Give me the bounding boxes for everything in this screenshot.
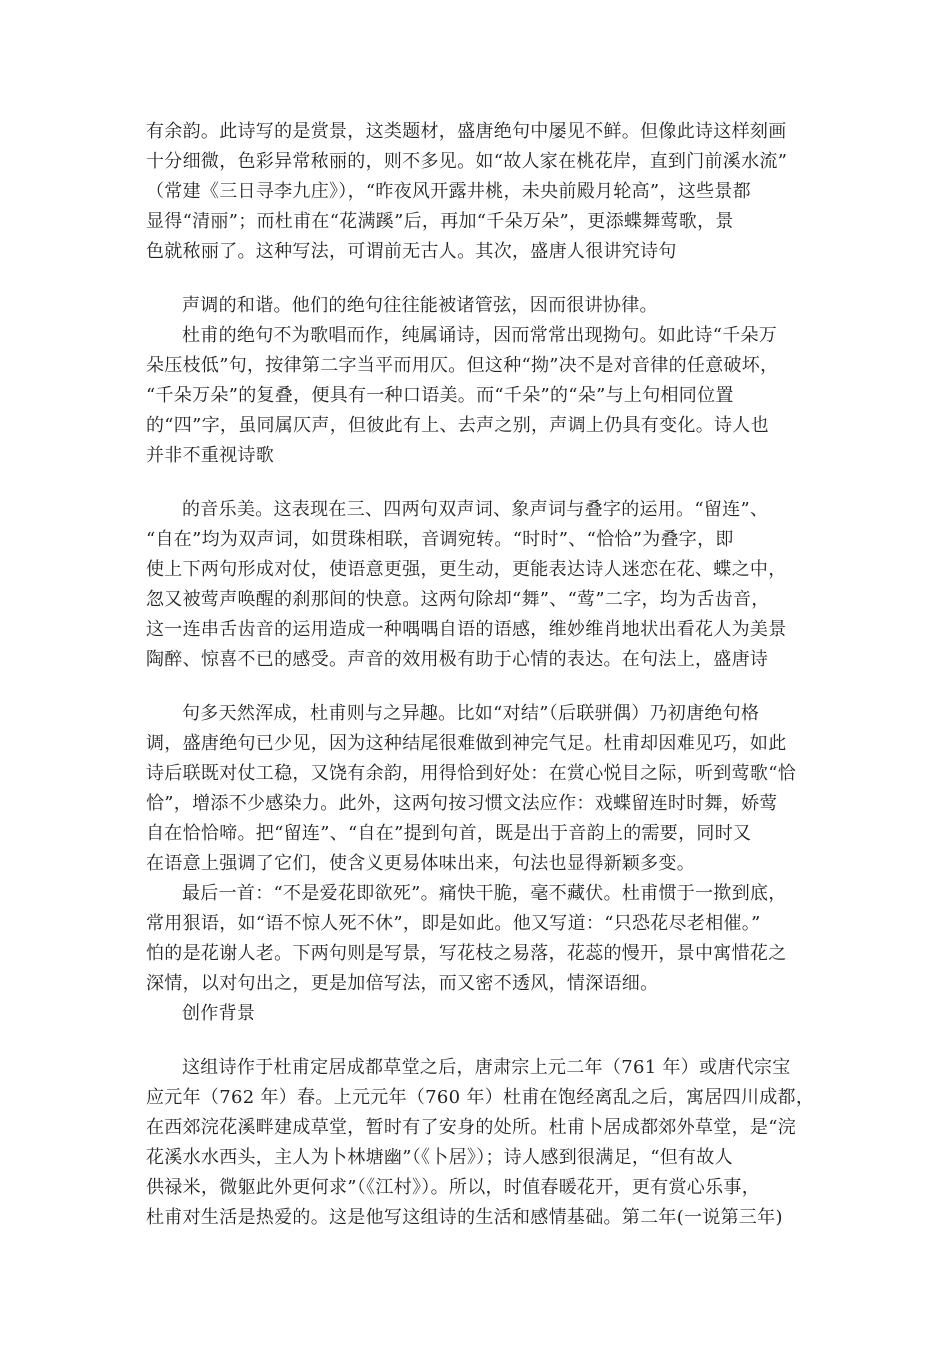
paragraph-line: 怕的是花谢人老。下两句则是写景，写花枝之易落，花蕊的慢开，景中寓惜花之 xyxy=(146,943,787,964)
paragraph-line: 诗后联既对仗工稳，又饶有余韵，用得恰到好处：在赏心悦目之际，听到莺歌“恰 xyxy=(146,763,796,784)
paragraph-line: 忽又被莺声唤醒的刹那间的快意。这两句除却“舞”、“莺”二字，均为舌齿音， xyxy=(146,589,770,610)
paragraph-line: 供禄米，微躯此外更何求”（《江村》）。所以，时值春暖花开，更有赏心乐事， xyxy=(146,1177,760,1198)
paragraph-line: 显得“清丽”；而杜甫在“花满蹊”后，再加“千朵万朵”，更添蝶舞莺歌，景 xyxy=(146,211,734,232)
paragraph-line: 恰”，增添不少感染力。此外，这两句按习惯文法应作：戏蝶留连时时舞，娇莺 xyxy=(146,793,778,814)
paragraph-line: 杜甫对生活是热爱的。这是他写这组诗的生活和感情基础。第二年(一说第三年) xyxy=(146,1207,783,1228)
paragraph-line: 在语意上强调了它们，使含义更易体味出来，句法也显得新颖多变。 xyxy=(146,853,695,874)
paragraph-line: （常建《三日寻李九庄》），“昨夜风开露井桃，未央前殿月轮高”，这些景都 xyxy=(146,181,751,202)
paragraph-line: 陶醉、惊喜不已的感受。声音的效用极有助于心情的表达。在句法上，盛唐诗 xyxy=(146,649,769,670)
paragraph-line: 调，盛唐绝句已少见，因为这种结尾很难做到神完气足。杜甫却因难见巧，如此 xyxy=(146,733,787,754)
paragraph-line: 句多天然浑成，杜甫则与之异趣。比如“对结”（后联骈偶）乃初唐绝句格 xyxy=(182,703,760,724)
paragraph-line: 自在恰恰啼。把“留连”、“自在”提到句首，既是出于音韵上的需要，同时又 xyxy=(146,823,752,844)
paragraph-line: 的“四”字，虽同属仄声，但彼此有上、去声之别，声调上仍具有变化。诗人也 xyxy=(146,415,769,436)
paragraph-line: 并非不重视诗歌 xyxy=(146,445,275,466)
paragraph-line: 深情，以对句出之，更是加倍写法，而又密不透风，情深语细。 xyxy=(146,973,659,994)
paragraph-line: “自在”均为双声词，如贯珠相联，音调宛转。“时时”、“恰恰”为叠字，即 xyxy=(146,529,734,550)
paragraph-line: 声调的和谐。他们的绝句往往能被诸管弦，因而很讲协律。 xyxy=(182,295,658,316)
paragraph-line: 在西郊浣花溪畔建成草堂，暂时有了安身的处所。杜甫卜居成都郊外草堂，是“浣 xyxy=(146,1117,796,1138)
paragraph-line: 杜甫的绝句不为歌唱而作，纯属诵诗，因而常常出现拗句。如此诗“千朵万 xyxy=(182,325,778,346)
paragraph-line: 十分细微，色彩异常秾丽的，则不多见。如“故人家在桃花岸，直到门前溪水流” xyxy=(146,151,788,172)
paragraph-line: 有余韵。此诗写的是赏景，这类题材，盛唐绝句中屡见不鲜。但像此诗这样刻画 xyxy=(146,121,787,142)
paragraph-line: 最后一首：“不是爱花即欲死”。痛快干脆，毫不藏伏。杜甫惯于一揿到底， xyxy=(182,883,787,904)
paragraph-line: 这组诗作于杜甫定居成都草堂之后，唐肃宗上元二年（761 年）或唐代宗宝 xyxy=(182,1057,791,1078)
paragraph-line: 常用狠语，如“语不惊人死不休”，即是如此。他又写道：“只恐花尽老相催。” xyxy=(146,913,761,934)
paragraph-line: 应元年（762 年）春。上元元年（760 年）杜甫在饱经离乱之后，寓居四川成都， xyxy=(146,1087,815,1108)
paragraph-line: 的音乐美。这表现在三、四两句双声词、象声词与叠字的运用。“留连”、 xyxy=(182,499,769,520)
paragraph-line: 使上下两句形成对仗，使语意更强，更生动，更能表达诗人迷恋在花、蝶之中， xyxy=(146,559,787,580)
paragraph-line: 朵压枝低”句，按律第二字当平而用仄。但这种“拗”决不是对音律的任意破坏， xyxy=(146,355,779,376)
paragraph-line: 花溪水水西头，主人为卜林塘幽”（《卜居》）；诗人感到很满足，“但有故人 xyxy=(146,1147,733,1168)
section-heading: 创作背景 xyxy=(182,1003,256,1024)
paragraph-line: 色就秾丽了。这种写法，可谓前无古人。其次，盛唐人很讲究诗句 xyxy=(146,241,677,262)
paragraph-line: “千朵万朵”的复叠，便具有一种口语美。而“千朵”的“朵”与上句相同位置 xyxy=(146,385,734,406)
paragraph-line: 这一连串舌齿音的运用造成一种喁喁自语的语感，维妙维肖地状出看花人为美景 xyxy=(146,619,787,640)
